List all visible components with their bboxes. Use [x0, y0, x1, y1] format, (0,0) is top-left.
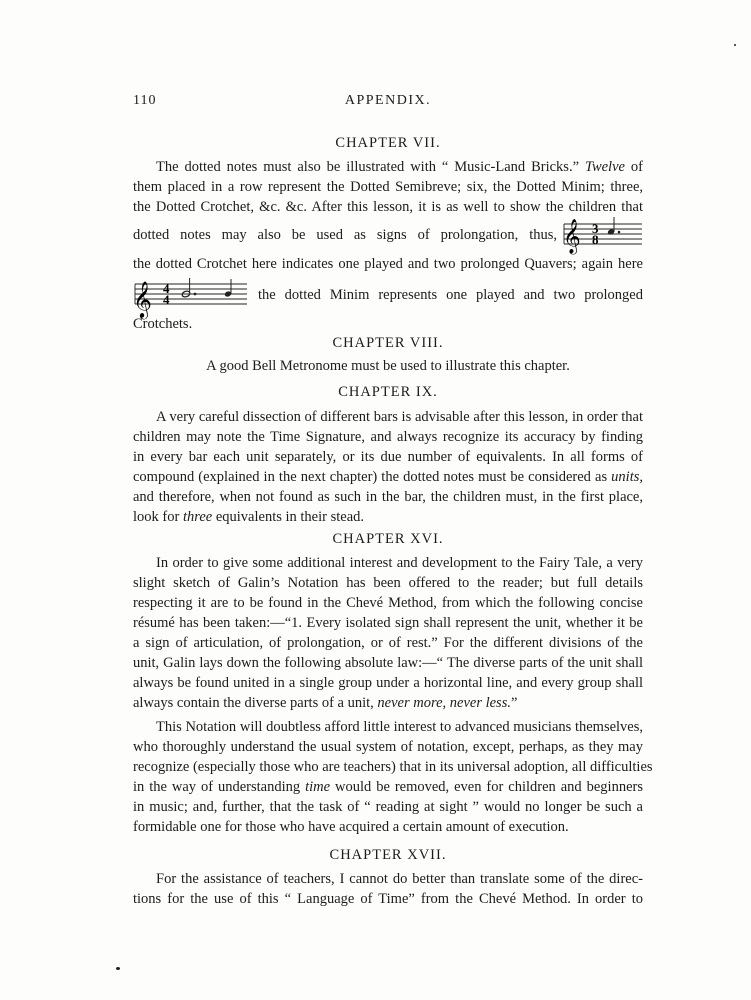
- chapter-viii-title: CHAPTER VIII.: [332, 335, 444, 351]
- chapter-xvii-title: CHAPTER XVII.: [329, 847, 447, 863]
- svg-text:3: 3: [592, 221, 599, 236]
- chapter-vii-line: them placed in a row represent the Dotted Semibreve; six, the Dotted Minim; three,: [133, 179, 643, 195]
- chapter-ix-line: in every bar each unit separately, or its due number of equivalents. In all forms of: [133, 449, 643, 465]
- chapter-ix-line: and therefore, when not found as such in the bar, the children must, in the first place,: [133, 489, 643, 505]
- svg-text:4: 4: [163, 292, 170, 307]
- chapter-xvi-line: who thoroughly understand the usual system of notation, except, perhaps, as they may: [133, 739, 643, 755]
- chapter-vii-line: Crotchets.: [133, 316, 193, 332]
- chapter-xvi-line: in the way of understanding time would be removed, even for children and beginners: [133, 779, 643, 795]
- chapter-ix-line: A very careful dissection of different bars is advisable after this lesson, in order that: [156, 409, 643, 425]
- chapter-ix-line: look for three equivalents in their stead.: [133, 509, 365, 525]
- chapter-vii-line: the dotted Crotchet here indicates one played and two prolonged Quavers; again here: [133, 256, 643, 272]
- chapter-vii-line: the Dotted Crotchet, &c. &c. After this lesson, it is as well to show the children that: [133, 199, 643, 215]
- chapter-xvi-line: always contain the diverse parts of a unit, never more, never less.”: [133, 695, 518, 711]
- svg-text:4: 4: [163, 281, 170, 296]
- treble-clef-icon: 𝄞: [563, 219, 581, 254]
- chapter-ix-title: CHAPTER IX.: [338, 384, 438, 400]
- ink-speck: [116, 967, 120, 970]
- chapter-xvi-line: In order to give some additional interest and development to the Fairy Tale, a very: [156, 555, 643, 571]
- chapter-vii-line: The dotted notes must also be illustrated with “ Music-Land Bricks.” Twelve of: [156, 159, 643, 175]
- chapter-xvi-line: in music; and, further, that the task of “ reading at sight ” would no longer be such a: [133, 799, 643, 815]
- chapter-vii-line: dotted notes may also be used as signs of prolongation, thus,: [133, 227, 557, 243]
- music-staff-three-eight: [560, 212, 644, 258]
- chapter-xvi-line: slight sketch of Galin’s Notation has been offered to the reader; but full details: [133, 575, 643, 591]
- ink-speck: [734, 44, 736, 46]
- chapter-vii-title: CHAPTER VII.: [335, 135, 441, 151]
- chapter-xvii-line: For the assistance of teachers, I cannot do better than translate some of the direc-: [156, 871, 643, 887]
- treble-clef-icon: 𝄞: [133, 280, 152, 318]
- chapter-xvi-title: CHAPTER XVI.: [332, 531, 444, 547]
- chapter-ix-line: compound (explained in the next chapter) the dotted notes must be considered as units,: [133, 469, 643, 485]
- chapter-vii-line: the dotted Minim represents one played and two prolonged: [258, 287, 643, 303]
- page-number: 110: [133, 93, 157, 108]
- chapter-viii-line: A good Bell Metronome must be used to illustrate this chapter.: [206, 358, 570, 374]
- running-head: APPENDIX.: [344, 93, 432, 108]
- chapter-xvi-line: a sign of articulation, of prolongation, or of rest.” For the different divisions of the: [133, 635, 643, 651]
- chapter-xvi-line: recognize (especially those who are teachers) that in its universal adoption, all difficulties: [133, 759, 653, 775]
- chapter-xvi-line: respecting it are to be found in the Chevé Method, from which the following concise: [133, 595, 643, 611]
- chapter-xvi-line: résumé has been taken:—“1. Every isolated sign shall represent the unit, whether it be: [133, 615, 643, 631]
- chapter-xvi-line: formidable one for those who have acquired a certain amount of execution.: [133, 819, 569, 835]
- page-header: [133, 93, 643, 113]
- chapter-xvi-line: always be found united in a single group under a horizontal line, and every group shall: [133, 675, 643, 691]
- chapter-xvii-line: tions for the use of this “ Language of Time” from the Chevé Method. In order to: [133, 891, 643, 907]
- svg-text:8: 8: [592, 232, 599, 247]
- chapter-xvi-line: This Notation will doubtless afford little interest to advanced musicians themselves,: [156, 719, 643, 735]
- chapter-xvi-line: unit, Galin lays down the following absolute law:—“ The diverse parts of the unit shall: [133, 655, 643, 671]
- chapter-ix-line: children may note the Time Signature, and always recognize its accuracy by finding: [133, 429, 643, 445]
